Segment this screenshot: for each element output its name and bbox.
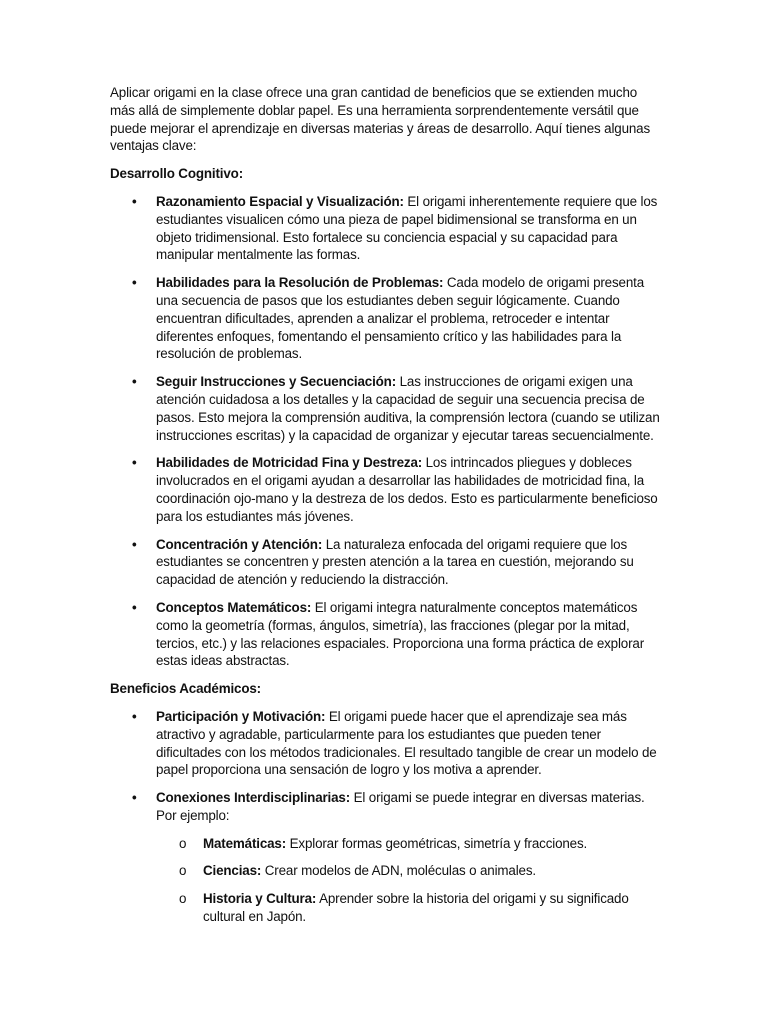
item-term: Participación y Motivación: (156, 708, 326, 724)
bullet-icon: • (132, 275, 137, 291)
bullet-list (110, 708, 662, 926)
sub-item-term: Ciencias: (203, 863, 262, 879)
list-item (110, 193, 662, 264)
bullet-icon: • (132, 536, 137, 552)
item-text: El origami integra naturalmente conceptos matemáticos como la geometría (formas, ángulos, simetría), las fracciones (plegar por la mitad, tercios, etc.) y las relaciones espaciales. Proporciona una forma práctica de explorar estas ideas abstractas. (156, 599, 645, 669)
section-heading: Beneficios Académicos: (110, 681, 261, 697)
sub-list-item (156, 862, 662, 880)
bullet-icon: • (132, 374, 137, 390)
bullet-icon: • (132, 708, 137, 724)
list-item (110, 708, 662, 779)
section-heading: Desarrollo Cognitivo: (110, 166, 243, 182)
item-term: Habilidades de Motricidad Fina y Destreza: (156, 455, 423, 471)
list-item (110, 454, 662, 525)
item-term: Habilidades para la Resolución de Problemas: (156, 275, 444, 291)
item-text: La naturaleza enfocada del origami requiere que los estudiantes se concentren y presten atención a la tarea en cuestión, mejorando su capacidad de atención y reduciendo la distracción. (156, 536, 634, 588)
list-item (110, 373, 662, 444)
item-text: Los intrincados pliegues y dobleces involucrados en el origami ayudan a desarrollar las habilidades de motricidad fina, la coordinación ojo-mano y la destreza de los dedos. Esto es particularmente beneficioso para los estudiantes más jóvenes. (156, 455, 658, 524)
item-term: Razonamiento Espacial y Visualización: (156, 193, 404, 209)
bullet-icon: • (132, 790, 137, 806)
item-term: Seguir Instrucciones y Secuenciación: (156, 374, 397, 390)
item-term: Concentración y Atención: (156, 536, 323, 552)
sub-item-text: Explorar formas geométricas, simetría y fracciones. (286, 835, 588, 851)
item-term: Conceptos Matemáticos: (156, 599, 312, 615)
sub-bullet-icon: o (179, 863, 187, 879)
item-text: El origami se puede integrar en diversas materias. Por ejemplo: (156, 790, 645, 823)
document-page (110, 84, 662, 936)
sub-bullet-icon: o (179, 891, 187, 907)
sub-list-item (156, 890, 662, 926)
list-item (110, 536, 662, 589)
item-text: El origami puede hacer que el aprendizaje sea más atractivo y agradable, particularmente para los estudiantes que pueden tener dificultades con los métodos tradicionales. El resultado tangible de crear un modelo de papel proporciona una sensación de logro y los motiva a aprender. (156, 708, 657, 778)
sub-item-text: Aprender sobre la historia del origami y su significado cultural en Japón. (203, 891, 629, 925)
list-item (110, 274, 662, 363)
bullet-icon: • (132, 599, 137, 615)
bullet-list (110, 193, 662, 670)
item-text: El origami inherentemente requiere que los estudiantes visualicen cómo una pieza de papel bidimensional se transforma en un objeto tridimensional. Esto fortalece su conciencia espacial y su capacidad para manipular mentalmente las formas. (156, 193, 658, 263)
sub-list-item (156, 835, 662, 853)
sub-list (156, 835, 662, 926)
sub-bullet-icon: o (179, 835, 187, 851)
sub-item-term: Historia y Cultura: (203, 891, 317, 907)
item-term: Conexiones Interdisciplinarias: (156, 790, 351, 806)
sub-item-text: Crear modelos de ADN, moléculas o animales. (261, 863, 536, 879)
bullet-icon: • (132, 193, 137, 209)
section-cognitive (110, 165, 662, 670)
bullet-icon: • (132, 455, 137, 471)
list-item (110, 599, 662, 670)
item-text: Las instrucciones de origami exigen una atención cuidadosa a los detalles y la capacidad de seguir una secuencia precisa de pasos. Esto mejora la comprensión auditiva, la comprensión lectora (cuando se utilizan instrucciones escritas) y la capacidad de organizar y ejecutar tareas secuencialmente. (156, 374, 660, 443)
section-academic (110, 680, 662, 926)
list-item (110, 789, 662, 926)
item-text: Cada modelo de origami presenta una secuencia de pasos que los estudiantes deben seguir lógicamente. Cuando encuentran dificultades, aprenden a analizar el problema, retroceder e intentar diferentes enfoques, fomentando el pensamiento crítico y las habilidades para la resolución de problemas. (156, 275, 644, 362)
sub-item-term: Matemáticas: (203, 835, 287, 851)
intro-paragraph: Aplicar origami en la clase ofrece una gran cantidad de beneficios que se extienden mucho más allá de simplemente doblar papel. Es una herramienta sorprendentemente versátil que puede mejorar el aprendizaje en diversas materias y áreas de desarrollo. Aquí tienes algunas ventajas clave: (110, 85, 651, 154)
